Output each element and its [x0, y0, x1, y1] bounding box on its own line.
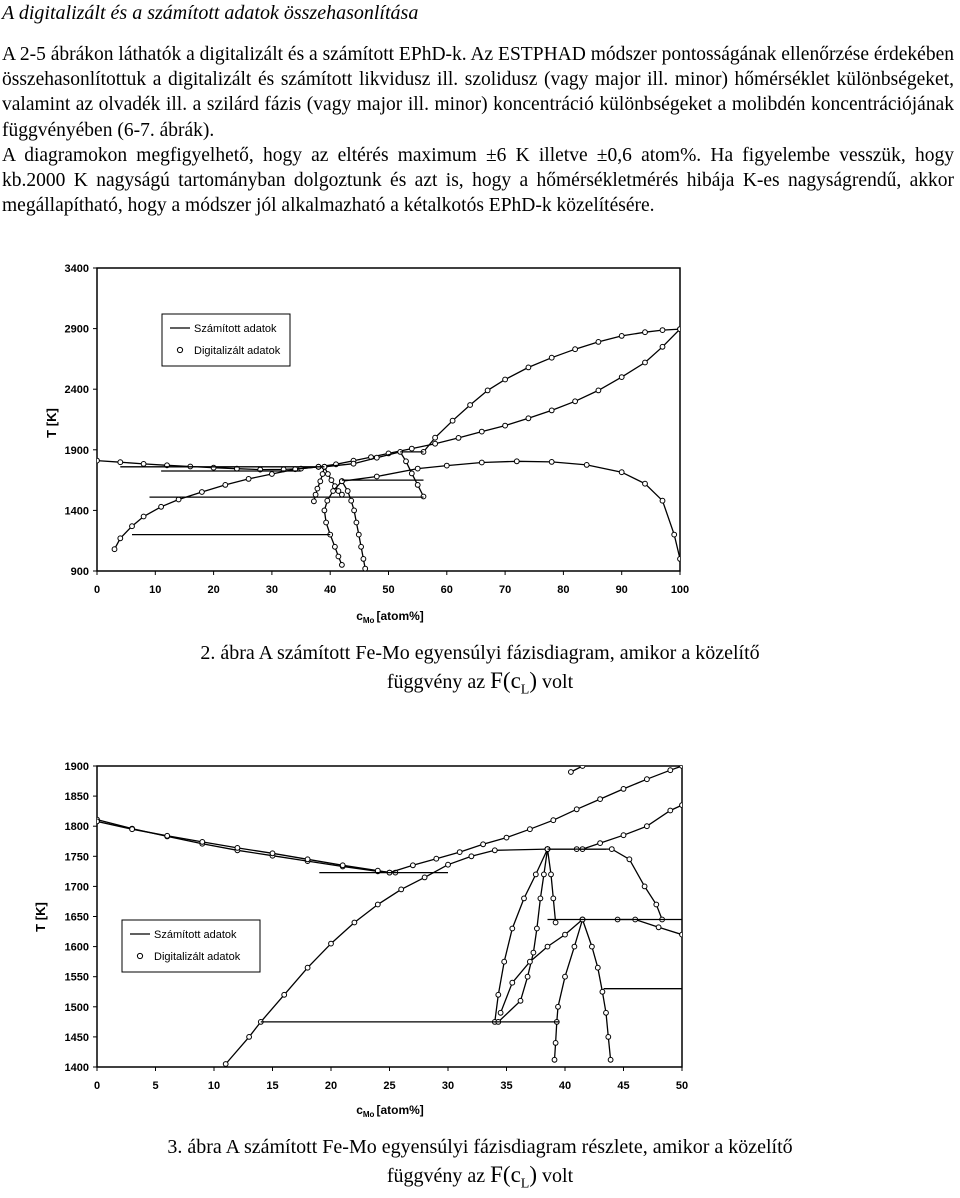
data-point [522, 896, 527, 901]
data-point [545, 944, 550, 949]
y-tick-label: 900 [70, 566, 89, 578]
data-point [457, 850, 462, 855]
data-point [596, 340, 601, 345]
data-point [563, 932, 568, 937]
data-point [643, 360, 648, 365]
paragraph-1: A 2-5 ábrákon láthatók a digitalizált és a számított EPhD-k. Az ESTPHAD módszer pontosságának ellenőrzése érdekében összehasonlítottuk a digitalizált és számított likvidusz ill. szolidusz (vagy major ill. minor) hőmérséklet különbségeket, valamint az olvadék ill. a szilárd fázis (vagy major ill. minor) koncentráció különbségeket a molibdén koncentrációjának függvényében (6-7. ábrák). [2, 44, 954, 141]
data-point [282, 992, 287, 997]
data-point [118, 536, 123, 541]
data-point [596, 388, 601, 393]
data-point [619, 470, 624, 475]
x-axis-label-unit: [atom%] [376, 1103, 424, 1117]
y-tick-label: 1500 [64, 1001, 89, 1014]
data-point [361, 557, 366, 562]
data-point [223, 483, 228, 488]
data-point [531, 950, 536, 955]
data-point [645, 777, 650, 782]
x-axis-label-main: c [356, 609, 363, 623]
data-point [563, 974, 568, 979]
legend-marker-swatch [177, 347, 182, 352]
x-tick-label: 100 [670, 584, 690, 596]
x-tick-label: 30 [441, 1080, 455, 1092]
x-tick-label: 20 [324, 1080, 338, 1092]
data-point [247, 1035, 252, 1040]
data-point [433, 441, 438, 446]
data-point [415, 483, 420, 488]
data-point [235, 846, 240, 851]
data-point [246, 477, 251, 482]
x-tick-label: 30 [265, 584, 279, 596]
data-point [200, 490, 205, 495]
data-point [503, 377, 508, 382]
data-point [606, 1035, 611, 1040]
data-point [600, 989, 605, 994]
data-point [643, 330, 648, 335]
data-point [374, 474, 379, 479]
data-point [598, 841, 603, 846]
data-point [354, 520, 359, 525]
y-tick-label: 1900 [64, 444, 89, 457]
data-point [340, 492, 345, 497]
data-point [660, 328, 665, 333]
data-point [456, 436, 461, 441]
data-point [324, 520, 329, 525]
y-tick-label: 1700 [64, 881, 89, 894]
section-heading: A digitalizált és a számított adatok összehasonlítása [2, 2, 419, 24]
data-point [549, 355, 554, 360]
y-tick-label: 1650 [64, 911, 89, 924]
x-tick-label: 10 [149, 584, 162, 596]
data-point [415, 466, 420, 471]
data-point [642, 884, 647, 889]
y-tick-label: 2400 [64, 384, 89, 397]
x-tick-label: 45 [617, 1080, 630, 1092]
x-tick-label: 90 [615, 584, 628, 596]
body-text [2, 42, 954, 218]
data-point [604, 1010, 609, 1015]
data-point [538, 896, 543, 901]
data-point [569, 770, 574, 775]
figure-2-caption-func: F(c [490, 668, 521, 693]
data-point [411, 863, 416, 868]
data-point [130, 827, 135, 832]
data-point [176, 497, 181, 502]
figure-3-caption-function [490, 1162, 538, 1192]
data-point [331, 489, 336, 494]
data-point [422, 875, 427, 880]
data-point [595, 965, 600, 970]
data-point [340, 863, 345, 868]
data-point [270, 472, 275, 477]
data-point [542, 872, 547, 877]
data-point [672, 532, 677, 537]
data-point [315, 486, 320, 491]
data-point [374, 455, 379, 460]
data-point [535, 926, 540, 931]
data-point [130, 524, 135, 529]
x-tick-label: 10 [207, 1080, 221, 1092]
x-tick-label: 20 [207, 584, 220, 596]
data-point [352, 508, 357, 513]
data-point [660, 498, 665, 503]
data-point [318, 479, 323, 484]
data-point [340, 563, 345, 568]
data-point [549, 408, 554, 413]
data-point [159, 504, 164, 509]
figure-3-caption-prefix: függvény az [386, 1165, 486, 1187]
data-point [553, 920, 558, 925]
y-tick-label: 1750 [64, 851, 89, 864]
data-point [668, 768, 673, 773]
data-point [322, 508, 327, 513]
data-point [352, 920, 357, 925]
data-point [598, 797, 603, 802]
x-axis-label-main: c [356, 1103, 363, 1117]
data-point [553, 1041, 558, 1046]
legend-marker-swatch [137, 953, 142, 958]
y-tick-label: 1400 [64, 505, 89, 518]
figure-2-caption [0, 640, 960, 704]
data-point [660, 344, 665, 349]
data-point [446, 862, 451, 867]
data-point [551, 896, 556, 901]
y-axis-label: T [K] [33, 902, 48, 932]
data-point [200, 840, 205, 845]
legend-box [162, 314, 290, 366]
data-point [223, 1062, 228, 1067]
data-point [326, 472, 331, 477]
data-point [349, 498, 354, 503]
x-tick-label: 35 [500, 1080, 513, 1092]
y-tick-label: 1800 [64, 821, 89, 834]
x-tick-label: 50 [675, 1080, 689, 1092]
data-point [345, 489, 350, 494]
figure-2-caption-line1: 2. ábra A számított Fe-Mo egyensúlyi fázisdiagram, amikor a közelítő [200, 642, 760, 664]
legend-label-digitized: Digitalizált adatok [154, 951, 241, 963]
data-point [320, 472, 325, 477]
data-point [510, 980, 515, 985]
x-tick-label: 0 [93, 1080, 101, 1092]
legend-label-computed: Számított adatok [194, 323, 277, 335]
data-point [433, 435, 438, 440]
y-tick-label: 1400 [64, 1062, 89, 1074]
paragraph-2: A diagramokon megfigyelhető, hogy az eltérés maximum ±6 K illetve ±0,6 atom%. Ha figyelembe vesszük, hogy kb.2000 K nagyságú tartományban dolgoztunk és azt is, hogy a hőmérsékletmérés hibája K-es nagyságrendű, akkor megállapítható, hogy a módszer jól alkalmazható a kétalkotós EPhD-k közelítésére. [2, 144, 954, 217]
data-point [312, 499, 317, 504]
data-point [573, 347, 578, 352]
data-point [525, 974, 530, 979]
data-point [492, 848, 497, 853]
data-point [305, 965, 310, 970]
data-point [270, 851, 275, 856]
data-point [450, 418, 455, 423]
x-tick-label: 25 [383, 1080, 396, 1092]
x-tick-label: 80 [557, 584, 570, 596]
data-point [351, 461, 356, 466]
data-point [498, 1010, 503, 1015]
figure-3-chart [0, 742, 700, 1134]
figure-2-chart [0, 248, 700, 640]
data-point [141, 462, 146, 467]
data-point [468, 403, 473, 408]
data-point [619, 334, 624, 339]
data-point [329, 941, 334, 946]
figure-3-caption-line1: 3. ábra A számított Fe-Mo egyensúlyi fázisdiagram részlete, amikor a közelítő [167, 1136, 793, 1158]
data-point [526, 365, 531, 370]
data-point [333, 544, 338, 549]
data-point [502, 959, 507, 964]
data-point [409, 446, 414, 451]
figure-3-caption [0, 1134, 960, 1198]
legend-label-digitized: Digitalizált adatok [194, 345, 281, 357]
data-point [609, 847, 614, 852]
figure-3-caption-close: ) [529, 1162, 538, 1187]
y-tick-label: 1600 [64, 941, 89, 954]
data-point [363, 566, 368, 571]
data-point [656, 925, 661, 930]
figure-2-caption-function [490, 668, 538, 698]
y-tick-label: 1900 [64, 761, 89, 773]
data-point [619, 375, 624, 380]
data-point [552, 1057, 557, 1062]
data-point [409, 471, 414, 476]
data-point [165, 833, 170, 838]
data-point [496, 992, 501, 997]
y-tick-label: 1450 [64, 1031, 89, 1044]
data-point [112, 547, 117, 552]
data-point [359, 544, 364, 549]
data-point [590, 944, 595, 949]
x-tick-label: 60 [440, 584, 453, 596]
data-point [399, 887, 404, 892]
legend-label-computed: Számított adatok [154, 929, 237, 941]
data-point [549, 460, 554, 465]
figure-2-caption-sub: L [520, 682, 530, 698]
x-tick-label: 50 [382, 584, 395, 596]
data-point [356, 532, 361, 537]
y-tick-label: 1850 [64, 791, 89, 804]
x-tick-label: 70 [498, 584, 512, 596]
data-point [118, 460, 123, 465]
figure-3-caption-suffix: volt [542, 1165, 574, 1187]
data-point [654, 902, 659, 907]
data-point [305, 857, 310, 862]
data-point [469, 854, 474, 859]
data-point [404, 459, 409, 464]
data-point [608, 1057, 613, 1062]
figure-2-caption-suffix: volt [542, 671, 574, 693]
data-point [528, 827, 533, 832]
y-axis-label: T [K] [44, 408, 59, 438]
data-point [313, 492, 318, 497]
figure-2-caption-close: ) [529, 668, 538, 693]
y-tick-label: 3400 [64, 263, 89, 275]
figure-2-caption-line2 [0, 667, 960, 704]
data-point [643, 481, 648, 486]
data-point [375, 902, 380, 907]
data-point [434, 856, 439, 861]
data-point [504, 835, 509, 840]
data-point [668, 808, 673, 813]
data-point [526, 416, 531, 421]
data-point [485, 388, 490, 393]
data-point [621, 833, 626, 838]
x-axis-label-sub: Mo [362, 616, 375, 625]
figure-3-caption-func: F(c [490, 1162, 521, 1187]
y-tick-label: 1550 [64, 971, 89, 984]
data-point [479, 460, 484, 465]
x-tick-label: 40 [324, 584, 337, 596]
legend-box [122, 920, 260, 972]
data-point [211, 465, 216, 470]
data-point [551, 818, 556, 823]
y-tick-label: 2900 [64, 323, 89, 336]
x-tick-label: 40 [558, 1080, 572, 1092]
x-tick-label: 0 [93, 584, 101, 596]
data-point [556, 1004, 561, 1009]
data-point [141, 514, 146, 519]
data-point [503, 423, 508, 428]
data-point [481, 842, 486, 847]
data-point [573, 399, 578, 404]
figure-3-caption-line2 [0, 1161, 960, 1198]
data-point [549, 872, 554, 877]
data-point [533, 872, 538, 877]
data-point [528, 959, 533, 964]
data-point [329, 478, 334, 483]
x-tick-label: 5 [152, 1080, 159, 1092]
data-point [510, 926, 515, 931]
plot-area [97, 268, 680, 571]
figure-2-caption-prefix: függvény az [386, 671, 486, 693]
x-tick-label: 15 [266, 1080, 279, 1092]
data-point [325, 498, 330, 503]
figure-3-caption-sub: L [520, 1176, 530, 1192]
data-point [514, 459, 519, 464]
data-point [621, 787, 626, 792]
x-axis-label-unit: [atom%] [376, 609, 424, 623]
x-axis-label-sub: Mo [362, 1110, 375, 1119]
data-point [645, 824, 650, 829]
data-point [627, 857, 632, 862]
data-point [444, 463, 449, 468]
data-point [574, 807, 579, 812]
data-point [518, 998, 523, 1003]
data-point [572, 944, 577, 949]
data-point [479, 429, 484, 434]
data-point [336, 554, 341, 559]
data-point [584, 463, 589, 468]
